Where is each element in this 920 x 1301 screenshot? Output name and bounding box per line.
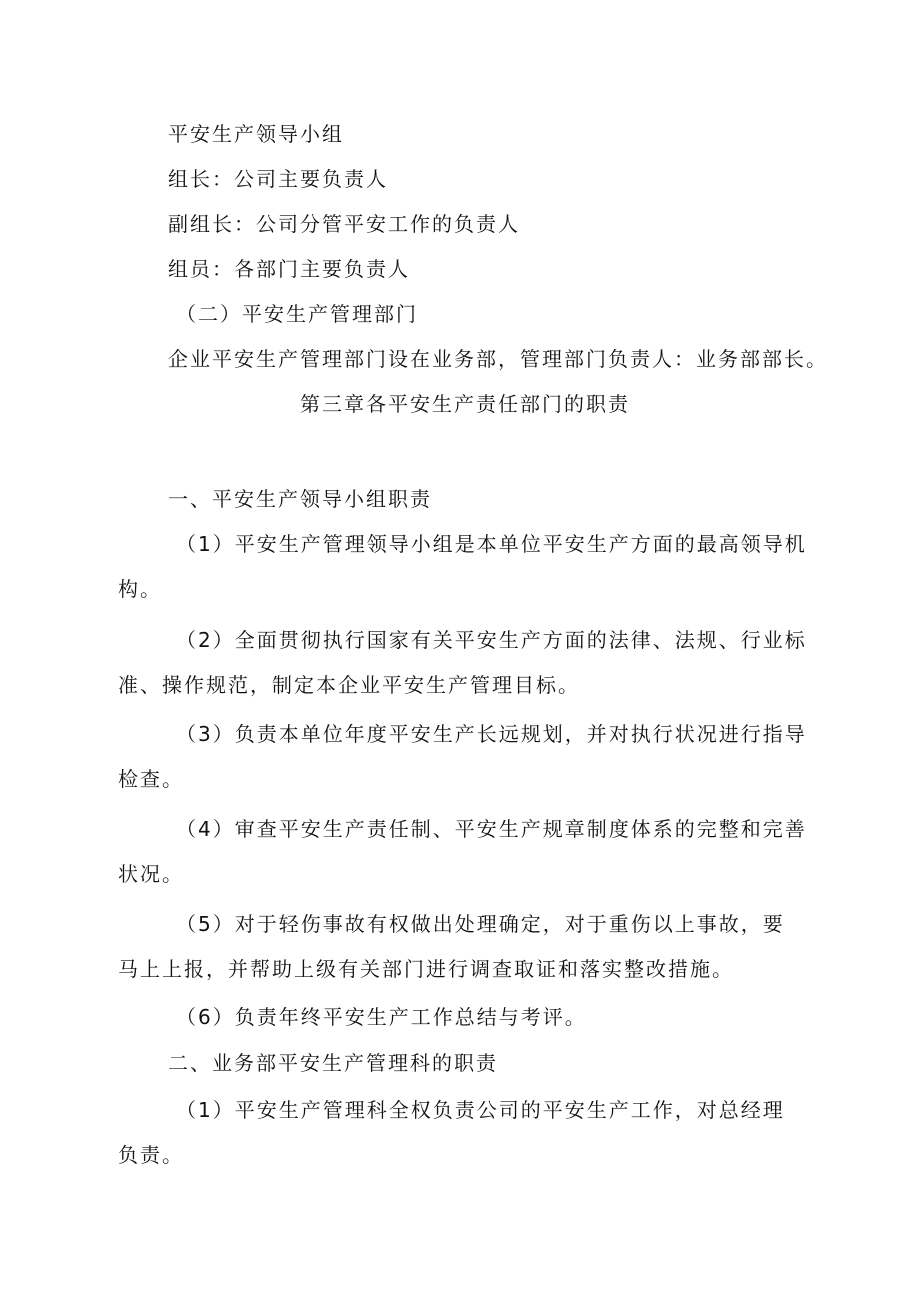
deputy-leader-line: 副组长：公司分管平安工作的负责人 [168,212,520,236]
duty-item-6: （6）负责年终平安生产工作总结与考评。 [176,1005,587,1029]
chapter-title: 第三章各平安生产责任部门的职责 [300,392,630,416]
duty-item-3-line1: （3）负责本单位年度平安生产长远规划，并对执行状况进行指导 [176,722,807,746]
group-members-line: 组员：各部门主要负责人 [168,257,410,281]
duty-item-3-line2: 检查。 [118,767,184,791]
duty-item-5-line1: （5）对于轻伤事故有权做出处理确定，对于重伤以上事故，要 [176,912,785,936]
group-leader-line: 组长：公司主要负责人 [168,167,388,191]
duty-item-2-line2: 准、操作规范，制定本企业平安生产管理目标。 [118,673,580,697]
section-heading-leadership-duties: 一、平安生产领导小组职责 [168,487,432,511]
management-dept-paragraph: 企业平安生产管理部门设在业务部，管理部门负责人：业务部部长。 [168,347,828,371]
business-duty-item-1-line1: （1）平安生产管理科全权负责公司的平安生产工作，对总经理 [176,1098,785,1122]
duty-item-4-line2: 状况。 [118,862,184,886]
duty-item-1-line2: 构。 [118,577,162,601]
section-heading-leadership-group: 平安生产领导小组 [168,122,344,146]
section-heading-management-dept: （二）平安生产管理部门 [176,302,418,326]
duty-item-5-line2: 马上上报，并帮助上级有关部门进行调查取证和落实整改措施。 [118,957,734,981]
duty-item-2-line1: （2）全面贯彻执行国家有关平安生产方面的法律、法规、行业标 [176,628,807,652]
business-duty-item-1-line2: 负责。 [118,1143,184,1167]
section-heading-business-dept-duties: 二、业务部平安生产管理科的职责 [168,1051,498,1075]
duty-item-4-line1: （4）审查平安生产责任制、平安生产规章制度体系的完整和完善 [176,817,807,841]
duty-item-1-line1: （1）平安生产管理领导小组是本单位平安生产方面的最高领导机 [176,532,807,556]
